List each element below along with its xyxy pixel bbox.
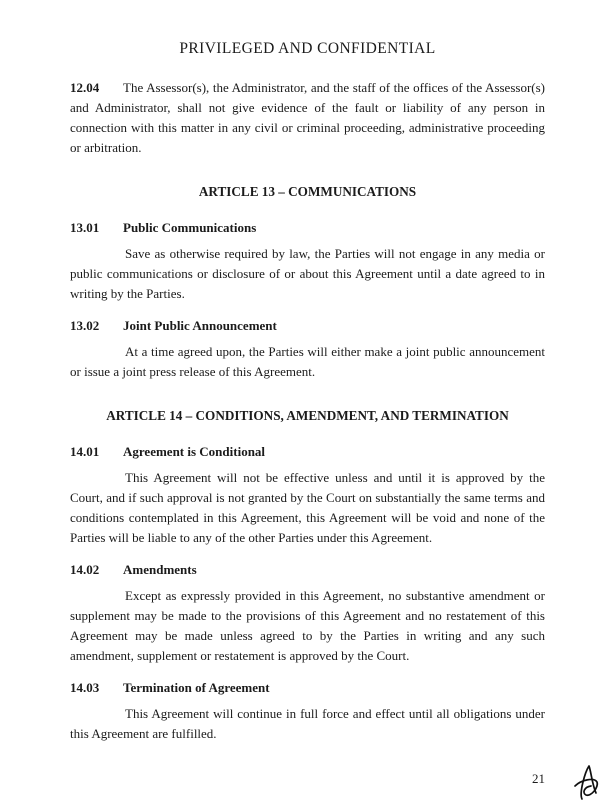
article-13-title: ARTICLE 13 – COMMUNICATIONS — [198, 184, 417, 199]
section-number: 13.01 — [70, 220, 100, 235]
section-title: Amendments — [123, 562, 197, 577]
paragraph-14-02: Except as expressly provided in this Agreement, no substantive amendment or supplement may be made to the provisions of this Agreement and no restatement of this Agreement may be made unless agreed to by the Parties in writing and any such amendment, supplement or restatement is approved by the Court. — [70, 588, 545, 663]
paragraph-14-03: This Agreement will continue in full force and effect until all obligations under this Agreement are fulfilled. — [70, 706, 545, 741]
section-heading-14-01 — [70, 442, 545, 462]
section-heading-13-01 — [70, 218, 545, 238]
clause-12-04 — [70, 78, 545, 158]
section-title: Joint Public Announcement — [123, 318, 277, 333]
section-title: Termination of Agreement — [123, 680, 270, 695]
section-number: 14.03 — [70, 680, 100, 695]
section-number: 13.02 — [70, 318, 100, 333]
section-number: 14.02 — [70, 562, 100, 577]
article-14-title: ARTICLE 14 – CONDITIONS, AMENDMENT, AND TERMINATION — [106, 408, 509, 423]
paragraph-14-01: This Agreement will not be effective unless and until it is approved by the Court, and if such approval is not granted by the Court on substantially the same terms and conditions contemplated in this Agreement, this Agreement will be void and none of the Parties will be liable to any of the other Parties under this Agreement. — [70, 470, 545, 545]
paragraph-13-02: At a time agreed upon, the Parties will either make a joint public announcement or issue a joint press release of this Agreement. — [70, 344, 545, 379]
page-number: 21 — [532, 771, 545, 786]
section-title: Public Communications — [123, 220, 257, 235]
clause-number: 12.04 — [70, 80, 100, 95]
paragraph-13-01: Save as otherwise required by law, the Parties will not engage in any media or public communications or disclosure of or about this Agreement until a date agreed to in writing by the Parties. — [70, 246, 545, 301]
handwritten-initials-icon — [570, 762, 600, 802]
section-title: Agreement is Conditional — [123, 444, 266, 459]
section-heading-14-02 — [70, 560, 545, 580]
confidentiality-header: PRIVILEGED AND CONFIDENTIAL — [179, 40, 436, 57]
section-number: 14.01 — [70, 444, 100, 459]
section-heading-14-03 — [70, 678, 545, 698]
section-heading-13-02 — [70, 316, 545, 336]
clause-text: The Assessor(s), the Administrator, and the staff of the offices of the Assessor(s) and Administrator, shall not give evidence of the fault or liability of any person in connection with this matter in any civil or criminal proceeding, administrative proceeding or arbitration. — [70, 80, 545, 155]
